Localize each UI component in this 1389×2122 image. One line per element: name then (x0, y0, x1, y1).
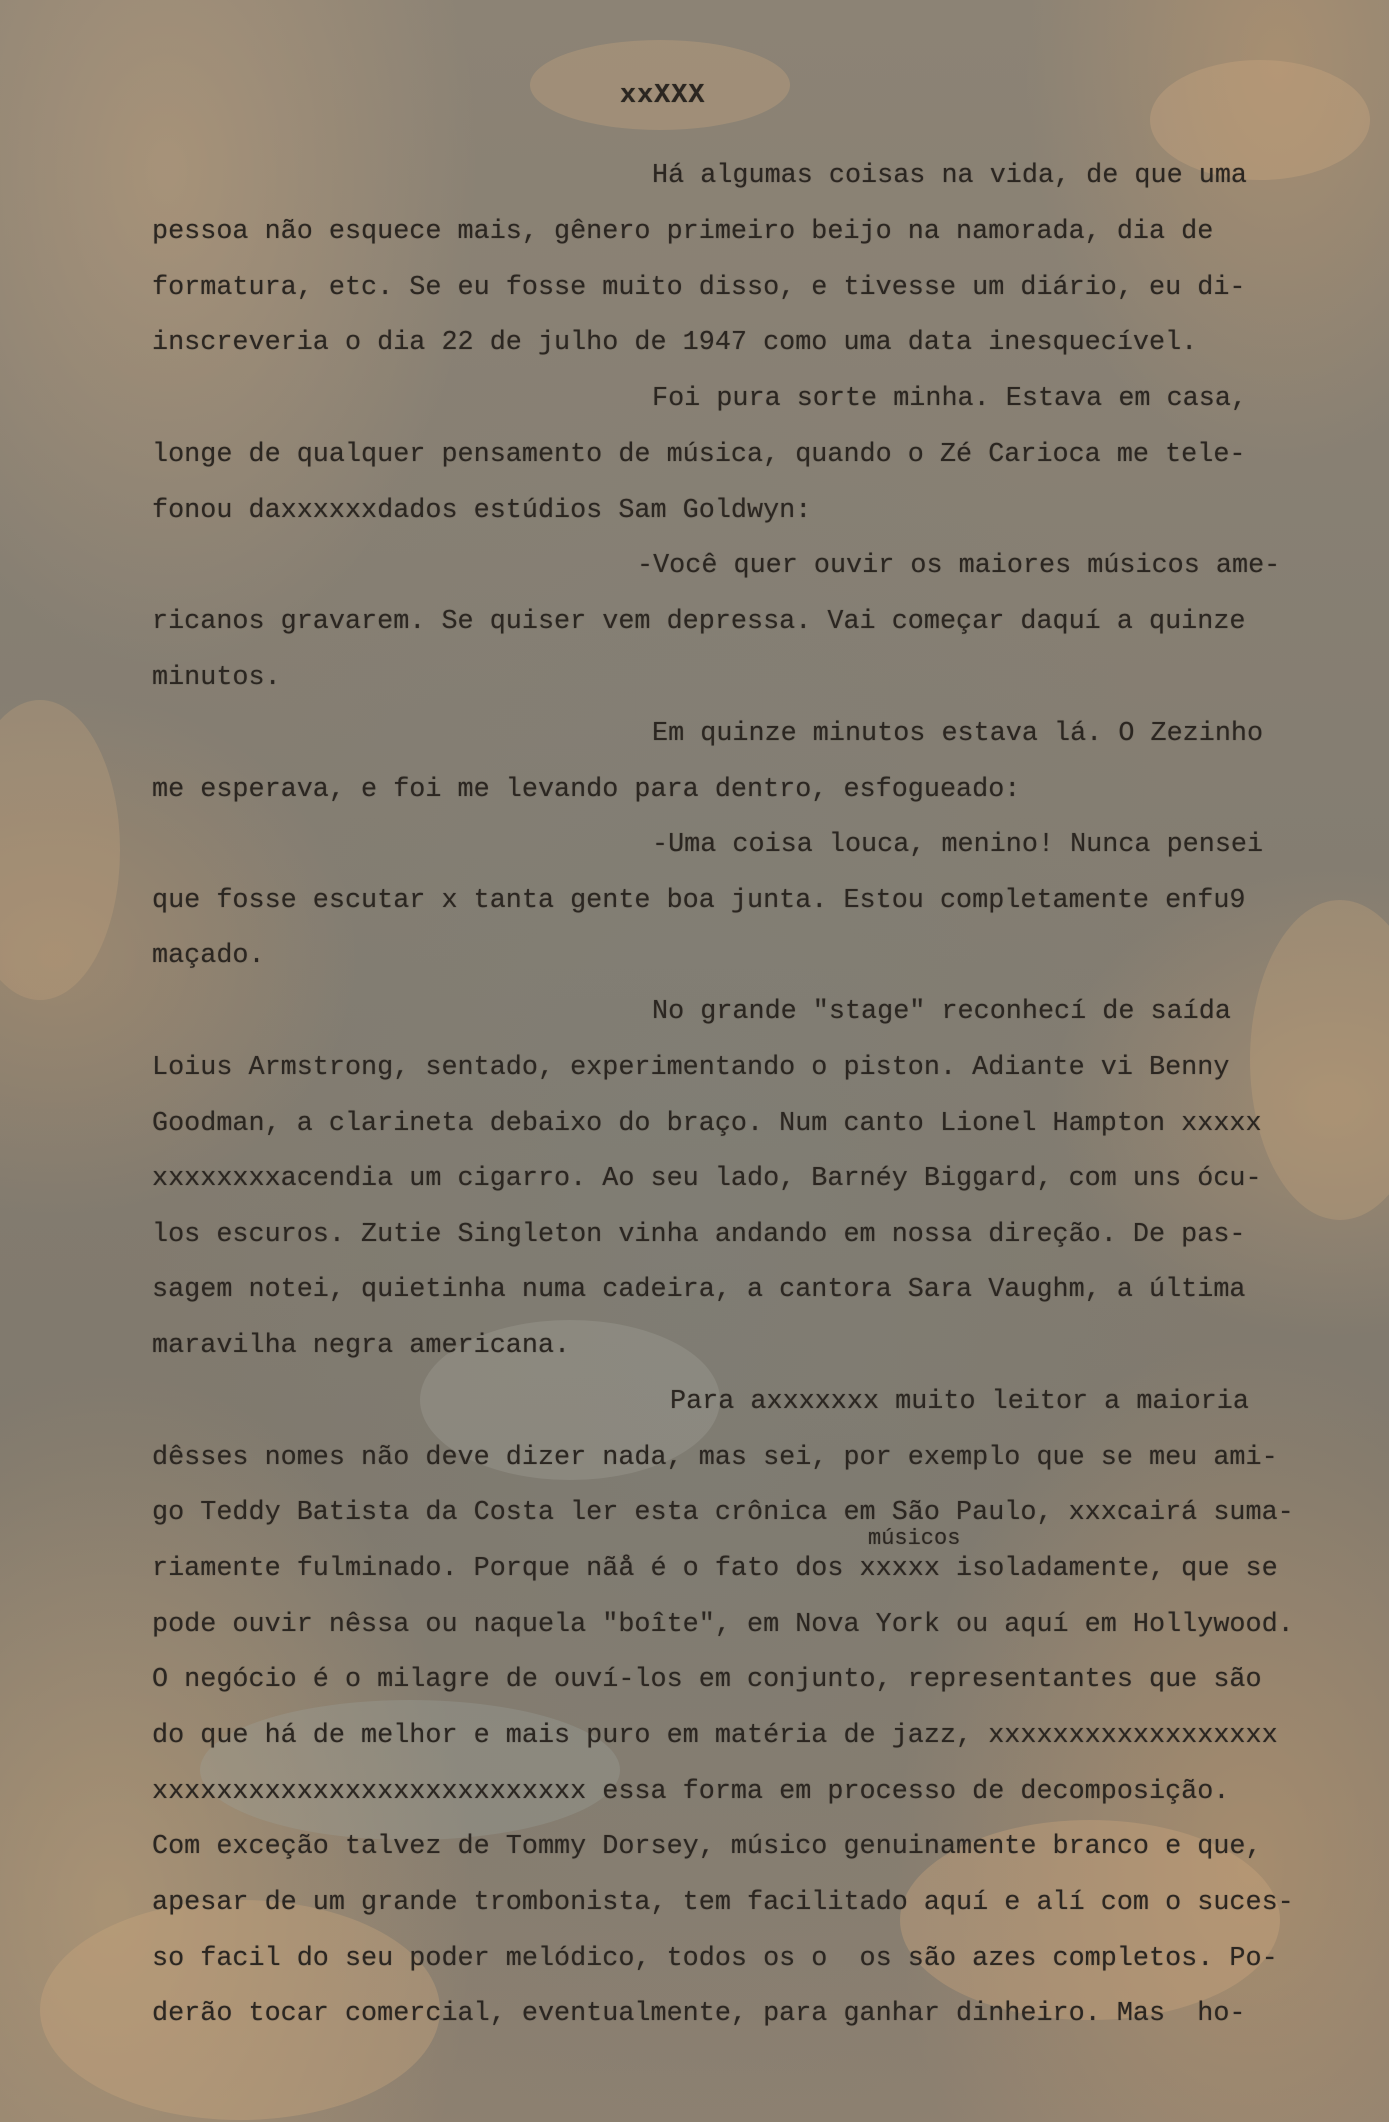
text-line: Foi pura sorte minha. Estava em casa, (652, 384, 1247, 414)
text-line: minutos. (152, 663, 281, 693)
text-line: Loius Armstrong, sentado, experimentando o piston. Adiante vi Benny (152, 1053, 1230, 1083)
text-line: riamente fulminado. Porque nãå é o fato dos xxxxx isoladamente, que se (152, 1554, 1278, 1584)
paper-stain (1250, 900, 1389, 1220)
text-line: xxxxxxxxacendia um cigarro. Ao seu lado, Barnéy Biggard, com uns ócu- (152, 1164, 1262, 1194)
text-line: sagem notei, quietinha numa cadeira, a cantora Sara Vaughm, a última (152, 1275, 1246, 1305)
text-line: O negócio é o milagre de ouví-los em conjunto, representantes que são (152, 1665, 1262, 1695)
text-line: maravilha negra americana. (152, 1331, 571, 1361)
text-line: derão tocar comercial, eventualmente, para ganhar dinheiro. Mas ho- (152, 1999, 1246, 2029)
text-line: maçado. (152, 941, 265, 971)
text-line: Para axxxxxxx muito leitor a maioria (670, 1387, 1249, 1417)
text-line: do que há de melhor e mais puro em matéria de jazz, xxxxxxxxxxxxxxxxxx (152, 1721, 1278, 1751)
text-line: so facil do seu poder melódico, todos os o os são azes completos. Po- (152, 1944, 1278, 1974)
text-line: apesar de um grande trombonista, tem facilitado aquí e alí com o suces- (152, 1888, 1294, 1918)
text-line: pode ouvir nêssa ou naquela "boîte", em Nova York ou aquí em Hollywood. (152, 1610, 1294, 1640)
text-line: ricanos gravarem. Se quiser vem depressa. Vai começar daquí a quinze (152, 607, 1246, 637)
text-line: longe de qualquer pensamento de música, quando o Zé Carioca me tele- (152, 440, 1246, 470)
text-line: dêsses nomes não deve dizer nada, mas sei, por exemplo que se meu ami- (152, 1443, 1278, 1473)
text-line: -Você quer ouvir os maiores músicos ame- (637, 551, 1281, 581)
text-line: los escuros. Zutie Singleton vinha andando em nossa direção. De pas- (152, 1220, 1246, 1250)
text-line: Com exceção talvez de Tommy Dorsey, músico genuinamente branco e que, (152, 1832, 1262, 1862)
text-line: No grande "stage" reconhecí de saída (652, 997, 1231, 1027)
text-line: Goodman, a clarineta debaixo do braço. Num canto Lionel Hampton xxxxx (152, 1109, 1262, 1139)
text-line: xxxxxxxxxxxxxxxxxxxxxxxxxxx essa forma em processo de decomposição. (152, 1777, 1230, 1807)
text-line: inscreveria o dia 22 de julho de 1947 como uma data inesquecível. (152, 328, 1198, 358)
text-line: Há algumas coisas na vida, de que uma (652, 161, 1247, 191)
text-line: me esperava, e foi me levando para dentro, esfogueado: (152, 775, 1021, 805)
text-line: formatura, etc. Se eu fosse muito disso, e tivesse um diário, eu di- (152, 273, 1246, 303)
text-line: Em quinze minutos estava lá. O Zezinho (652, 719, 1264, 749)
interlinear-insert: músicos (868, 1526, 961, 1551)
text-line: go Teddy Batista da Costa ler esta crônica em São Paulo, xxxcairá suma- (152, 1498, 1294, 1528)
text-line: -Uma coisa louca, menino! Nunca pensei (652, 830, 1264, 860)
text-line: que fosse escutar x tanta gente boa junta. Estou completamente enfu9 (152, 886, 1246, 916)
text-line: pessoa não esquece mais, gênero primeiro beijo na namorada, dia de (152, 217, 1214, 247)
heading: xxXXX (620, 81, 706, 111)
text-line: fonou daxxxxxxdados estúdios Sam Goldwyn: (152, 496, 812, 526)
